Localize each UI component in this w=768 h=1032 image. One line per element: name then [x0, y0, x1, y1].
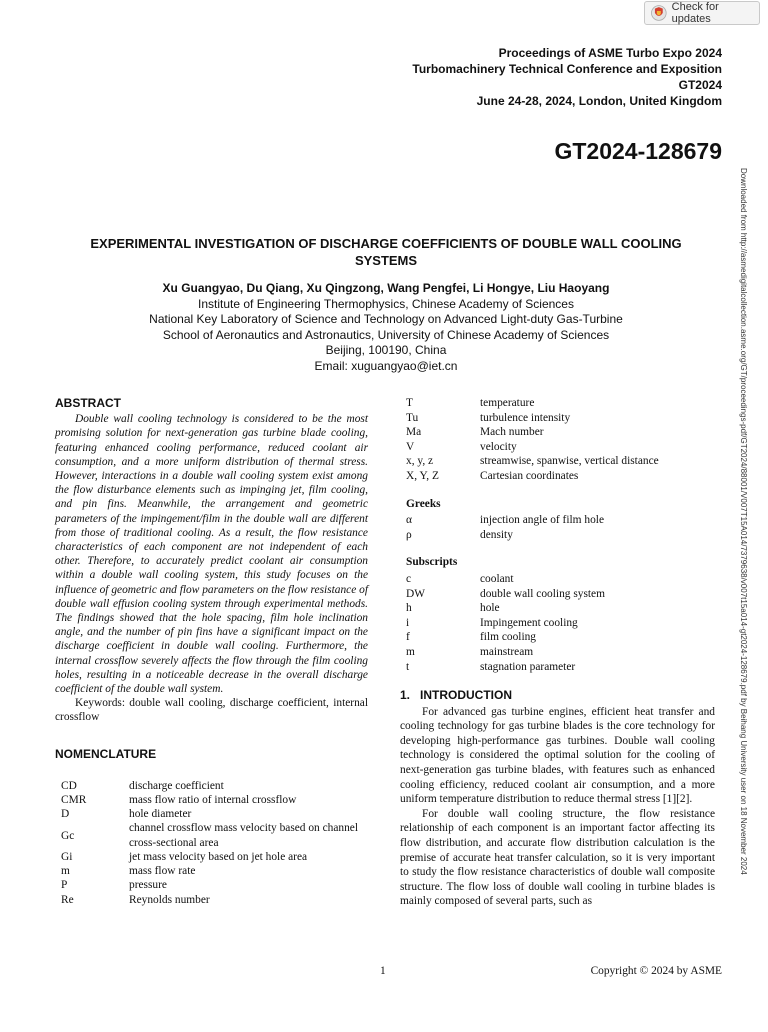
nomenclature-symbol: Re	[61, 893, 74, 906]
subscript-row	[400, 616, 715, 631]
nomenclature-continued	[400, 396, 715, 484]
nomenclature-definition: jet mass velocity based on jet hole area	[129, 850, 308, 863]
subscript-row	[400, 601, 715, 616]
nomenclature-row	[55, 793, 368, 807]
nomenclature-row	[55, 821, 368, 849]
nomenclature-symbol: x, y, z	[406, 455, 434, 468]
nomenclature-symbol: CMR	[61, 794, 87, 807]
subscript-symbol: h	[406, 602, 412, 615]
abstract-text: Double wall cooling technology is considered to be the most promising solution for next-generation gas turbine blade cooling, featuring enhanced cooling performance, reduced coolant air consumption, and a more uniform distribution of thermal stress. However, interactions in a double wall cooling system exist among the flow disturbance elements such as impinging jet, film cooling, and pin fins. Meanwhile, the arrangement and geometric parameters of the impingement/film in the double wall are different from those of traditional cooling. As a result, the flow resistance characteristics of each component are not independent of each other. Therefore, to accurately predict coolant air consumption within a double wall cooling system, this study focuses on the influence of geometric and flow parameters on the flow resistance of double wall effusion cooling system through experimental methods. The findings showed that the hole spacing, film hole inclination angle, and the number of pin fins have a significant impact on the discharge coefficient in double wall cooling. Furthermore, the internal crossflow severely affects the flow through the film cooling holes, resulting in a noticeable decrease in the overall discharge coefficient of the double wall system.	[55, 413, 368, 696]
nomenclature-definition: hole diameter	[129, 808, 192, 821]
affiliation-line: Beijing, 100190, China	[325, 343, 447, 357]
subscript-definition: coolant	[480, 572, 514, 585]
proceedings-line: Turbomachinery Technical Conference and Exposition	[412, 62, 722, 76]
proceedings-line: June 24-28, 2024, London, United Kingdom	[476, 94, 722, 108]
nomenclature-symbol: X, Y, Z	[406, 469, 439, 482]
right-column	[400, 396, 715, 909]
nomenclature-definition: temperature	[480, 397, 535, 409]
left-column	[55, 396, 368, 907]
nomenclature-symbol: m	[61, 865, 70, 878]
greeks-heading: Greeks	[406, 497, 441, 510]
author-names: Xu Guangyao, Du Qiang, Xu Qingzong, Wang Pengfei, Li Hongye, Liu Haoyang	[162, 281, 610, 295]
nomenclature-row	[55, 850, 368, 864]
nomenclature-definition: streamwise, spanwise, vertical distance	[480, 455, 659, 468]
keywords: Keywords: double wall cooling, discharge coefficient, internal crossflow	[55, 697, 368, 724]
abstract-heading: ABSTRACT	[55, 396, 121, 410]
subscript-definition: Impingement cooling	[480, 616, 578, 629]
greek-symbol: ρ	[406, 528, 412, 541]
nomenclature-list	[55, 779, 368, 907]
subscript-definition: film cooling	[480, 631, 536, 644]
subscript-definition: mainstream	[480, 645, 534, 658]
affiliation-line: Institute of Engineering Thermophysics, Chinese Academy of Sciences	[198, 296, 574, 311]
proceedings-line: GT2024	[678, 78, 722, 92]
nomenclature-row	[55, 807, 368, 821]
introduction-paragraph: For advanced gas turbine engines, efficient heat transfer and cooling technology for gas turbine blades is the core technology for developing high-performance gas turbines. Double wall cooling technology is considered the optimal solution for the cooling of next-generation gas turbine blades, with features such as enhanced cooling efficiency, reduced coolant air consumption, and a more uniform temperature distribution to reduce thermal stress [1][2].	[400, 705, 715, 806]
nomenclature-heading: NOMENCLATURE	[55, 746, 157, 761]
nomenclature-row	[55, 779, 368, 793]
check-for-updates-button[interactable]	[644, 1, 760, 25]
download-watermark: Downloaded from http://asmedigitalcollection.asme.org/GT/proceedings-pdf/GT2024/88001/V007T15A014/7379638/v007t15a014-gt2024-128679.pdf by Beihang University user on 18 November 2024	[739, 168, 748, 875]
nomenclature-definition: channel crossflow mass velocity based on channel cross-sectional area	[129, 822, 359, 849]
nomenclature-definition: discharge coefficient	[129, 779, 224, 792]
nomenclature-row	[55, 864, 368, 878]
subscripts-heading: Subscripts	[406, 556, 458, 569]
check-for-updates-label: Check for updates	[671, 1, 719, 25]
author-email: Email: xuguangyao@iet.cn	[314, 358, 458, 373]
nomenclature-symbol: Tu	[406, 411, 419, 424]
subscript-symbol: DW	[406, 587, 425, 600]
nomenclature-definition: mass flow rate	[129, 865, 196, 878]
nomenclature-symbol: Gi	[61, 850, 73, 863]
page-number: 1	[380, 965, 386, 977]
nomenclature-row	[400, 469, 715, 484]
greek-definition: injection angle of film hole	[480, 514, 604, 527]
paper-id: GT2024-128679	[554, 138, 722, 164]
greek-symbol: α	[406, 514, 412, 527]
subscript-row	[400, 645, 715, 660]
greek-row	[400, 528, 715, 543]
nomenclature-definition: Reynolds number	[129, 893, 210, 906]
nomenclature-definition: turbulence intensity	[480, 411, 571, 424]
subscript-row	[400, 660, 715, 675]
nomenclature-row	[400, 440, 715, 455]
greek-row	[400, 513, 715, 528]
nomenclature-definition: velocity	[480, 440, 517, 453]
nomenclature-row	[55, 893, 368, 907]
introduction-heading: 1. INTRODUCTION	[400, 688, 513, 703]
subscript-symbol: t	[406, 660, 410, 673]
introduction-paragraph: For double wall cooling structure, the flow resistance relationship of each component is an important factor affecting its flow distribution, and accurate flow distribution calculation is the premise of accurate heat transfer calculation, so it is very important to study the flow resistance characteristics of double wall composite structure. The flow loss of double wall cooling in turbine blades is mainly composed of several parts, such as	[400, 807, 715, 908]
nomenclature-symbol: P	[61, 879, 68, 892]
subscript-row	[400, 630, 715, 645]
nomenclature-symbol: Ma	[406, 426, 422, 439]
subscript-definition: hole	[480, 602, 500, 615]
paper-title: EXPERIMENTAL INVESTIGATION OF DISCHARGE COEFFICIENTS OF DOUBLE WALL COOLING SYSTEMS	[90, 236, 682, 268]
affiliation-line: School of Aeronautics and Astronautics, University of Chinese Academy of Sciences	[162, 327, 610, 342]
nomenclature-symbol: T	[406, 397, 413, 409]
proceedings-line: Proceedings of ASME Turbo Expo 2024	[498, 46, 722, 60]
nomenclature-definition: pressure	[129, 879, 167, 892]
copyright: Copyright © 2024 by ASME	[590, 965, 722, 977]
subscript-definition: double wall cooling system	[480, 587, 605, 600]
subscript-row	[400, 572, 715, 587]
nomenclature-row	[400, 396, 715, 411]
nomenclature-symbol: CD	[61, 779, 77, 792]
subscript-definition: stagnation parameter	[480, 660, 576, 673]
crossmark-icon	[651, 5, 667, 21]
nomenclature-row	[400, 411, 715, 426]
subscript-symbol: i	[406, 616, 410, 629]
subscripts-list	[400, 572, 715, 674]
nomenclature-definition: mass flow ratio of internal crossflow	[129, 794, 297, 807]
nomenclature-symbol: V	[406, 440, 415, 453]
affiliation-line: National Key Laboratory of Science and Technology on Advanced Light-duty Gas-Turbine	[149, 312, 623, 326]
proceedings-header	[412, 45, 722, 109]
nomenclature-symbol: D	[61, 808, 70, 821]
author-block	[60, 281, 712, 374]
subscript-row	[400, 587, 715, 602]
subscript-symbol: f	[406, 631, 410, 644]
nomenclature-symbol: Gc	[61, 829, 75, 842]
nomenclature-row	[400, 454, 715, 469]
nomenclature-definition: Mach number	[480, 426, 544, 439]
greeks-list	[400, 513, 715, 542]
nomenclature-row	[400, 425, 715, 440]
subscript-symbol: c	[406, 572, 412, 585]
nomenclature-row	[55, 878, 368, 892]
greek-definition: density	[480, 528, 513, 541]
subscript-symbol: m	[406, 645, 415, 658]
nomenclature-definition: Cartesian coordinates	[480, 469, 579, 482]
